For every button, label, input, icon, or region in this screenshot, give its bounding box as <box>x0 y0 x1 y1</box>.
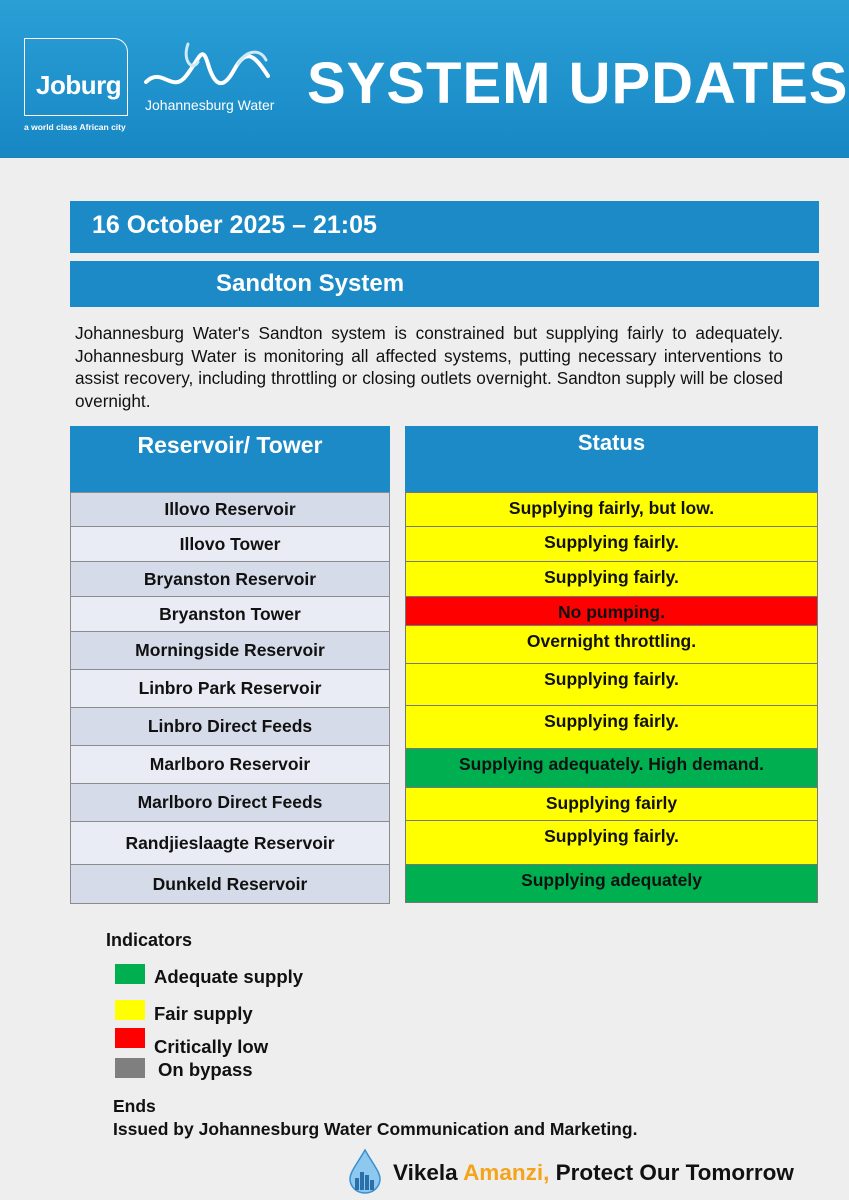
reservoir-name: Dunkeld Reservoir <box>70 865 390 904</box>
fair-indicator-label: Fair supply <box>154 1003 253 1024</box>
joburg-tagline: a world class African city <box>24 122 126 132</box>
reservoir-name: Linbro Direct Feeds <box>70 708 390 746</box>
indicators-title: Indicators <box>106 930 193 950</box>
status-cell: Supplying fairly <box>405 788 818 821</box>
intro-paragraph: Johannesburg Water's Sandton system is constrained but supplying fairly to adequately. Johannesburg Water is monitoring all affected systems, putting necessary interventions to assist recovery, including throttling or closing outlets overnight. Sandton supply will be closed overnight. <box>75 323 783 411</box>
slogan-accent: Amanzi, <box>463 1160 550 1185</box>
status-cell: Supplying fairly. <box>405 527 818 562</box>
water-drop-city-icon <box>347 1148 383 1194</box>
slogan-part1: Vikela <box>393 1160 464 1185</box>
reservoir-name: Marlboro Direct Feeds <box>70 784 390 822</box>
reservoir-name: Illovo Tower <box>70 527 390 562</box>
status-column-header: Status <box>405 426 818 492</box>
date-banner: 16 October 2025 – 21:05 <box>70 201 819 253</box>
bypass-indicator-label: On bypass <box>158 1059 253 1080</box>
slogan <box>393 1160 794 1186</box>
johannesburg-water-logo-text: Johannesburg Water <box>145 97 275 113</box>
reservoir-name: Morningside Reservoir <box>70 632 390 670</box>
status-cell: Supplying adequately. High demand. <box>405 749 818 788</box>
bypass-swatch <box>115 1058 145 1078</box>
status-cell: Supplying fairly. <box>405 664 818 706</box>
critical-indicator-label: Critically low <box>154 1036 269 1057</box>
reservoir-name: Bryanston Reservoir <box>70 562 390 597</box>
status-cell: Supplying fairly. <box>405 706 818 749</box>
water-wave-icon <box>142 36 274 96</box>
page-title: SYSTEM UPDATES <box>307 51 849 116</box>
reservoir-name: Linbro Park Reservoir <box>70 670 390 708</box>
reservoir-name: Randjieslaagte Reservoir <box>70 822 390 865</box>
issued-by: Issued by Johannesburg Water Communication and Marketing. <box>113 1119 638 1139</box>
status-cell: Supplying fairly. <box>405 562 818 597</box>
status-cell: Supplying fairly. <box>405 821 818 865</box>
adequate-swatch <box>115 964 145 984</box>
slogan-part2: Protect Our Tomorrow <box>549 1160 794 1185</box>
system-banner: Sandton System <box>70 261 819 307</box>
fair-swatch <box>115 1000 145 1020</box>
reservoir-column-header: Reservoir/ Tower <box>70 426 390 492</box>
reservoir-name: Illovo Reservoir <box>70 492 390 527</box>
status-cell: Supplying fairly, but low. <box>405 492 818 527</box>
status-cell: Overnight throttling. <box>405 626 818 664</box>
status-cell: No pumping. <box>405 597 818 626</box>
reservoir-name: Bryanston Tower <box>70 597 390 632</box>
critical-swatch <box>115 1028 145 1048</box>
adequate-indicator-label: Adequate supply <box>154 966 304 987</box>
status-cell: Supplying adequately <box>405 865 818 903</box>
joburg-logo: Joburg <box>36 70 122 100</box>
ends-label: Ends <box>113 1096 156 1116</box>
header-banner <box>0 0 849 158</box>
reservoir-name: Marlboro Reservoir <box>70 746 390 784</box>
